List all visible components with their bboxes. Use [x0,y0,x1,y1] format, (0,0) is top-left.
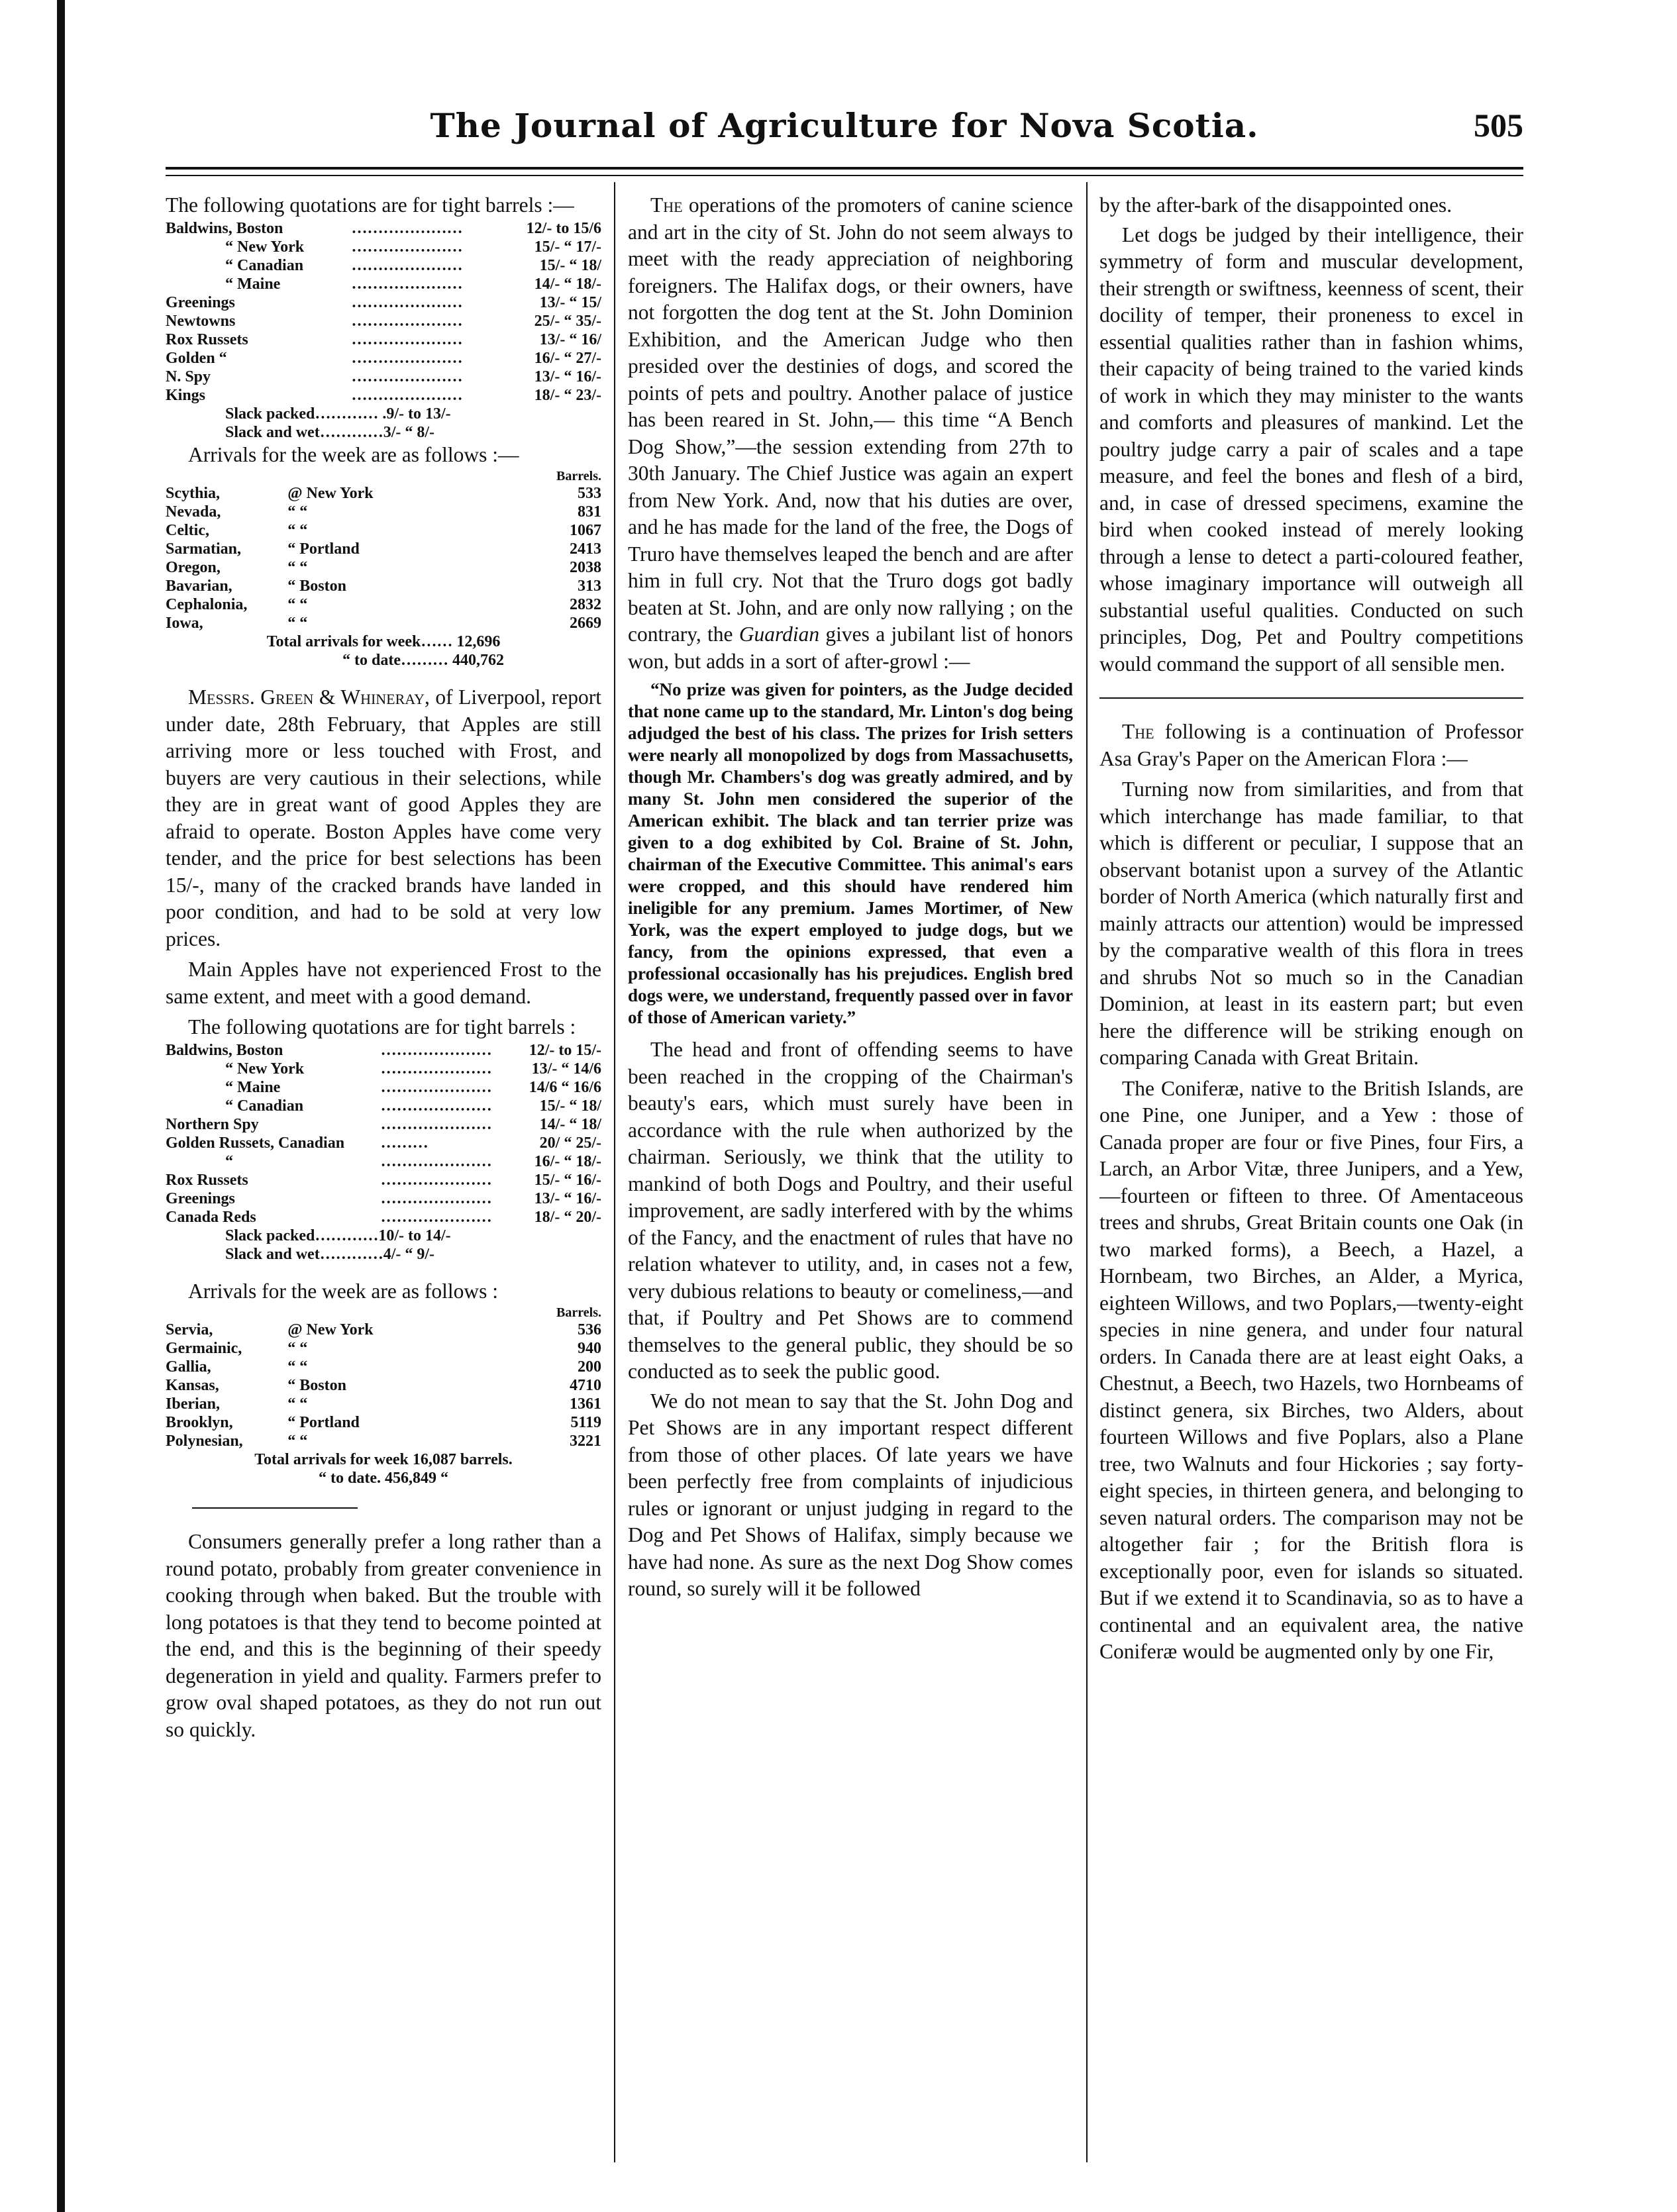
barrel-count: 536 [578,1321,601,1338]
journal-title: The Journal of Agriculture for Nova Scotia. [430,106,1259,145]
dot-leader: ………………… [351,275,463,293]
dot-leader: ………………… [380,1097,492,1115]
price-range: 14/6 “ 16/6 [529,1078,601,1096]
ship-name: Celtic, [166,522,209,539]
coniferae-paragraph: The Coniferæ, native to the British Islands, are one Pine, one Juniper, and a Yew : those of Canada proper are four or five Pines, four Firs, a Larch, an Arbor Vitæ, three Junipers, and a Yew, —fourteen or fifteen to three. Of Amentaceous trees and shrubs, Great Britain counts one Oak (in two marked forms), a Beech, a Hazel, a Hornbeam, two Birches, an Alder, a Myrica, eighteen Willows, and two Poplars,—twenty-eight species in nine genera, and under four natural orders. In Canada there are at least eight Oaks, a Chestnut, a Beech, two Hazels, two Hornbeams of distinct genera, six Birches, two Alders, about fourteen Willows and five Poplars, also a Plane tree, two Walnuts and four Hickories ; say forty-eight species, in thirteen genera, and belonging to seven natural orders. The comparison may not be altogether fair ; for the British flora is exceptionally poor, even for islands so situated. But if we extend it to Scandinavia, so as to have a continental and an equivalent area, the native Coniferæ would be augmented only by one Fir, [1099,1076,1523,1663]
maine-paragraph: Main Apples have not experienced Frost to the same extent, and meet with a good demand. [166,958,601,1008]
barrel-count: 831 [578,503,601,521]
arrival-row [166,503,601,521]
ship-name: Bavarian, [166,578,232,595]
dot-leader: ………………… [351,256,463,274]
column-3 [1099,192,1523,2166]
barrel-count: 1067 [570,522,601,539]
arrival-row [166,558,601,577]
price-range: 15/- “ 16/- [534,1171,601,1189]
apple-variety: “ [225,1152,233,1170]
price-range: 12/- to 15/- [529,1041,601,1059]
port-name: “ “ [287,1358,308,1376]
apple-variety: Rox Russets [166,1171,248,1189]
ship-name: Germainic, [166,1340,242,1357]
quotation-row [166,256,601,275]
arrival-row [166,1339,601,1358]
ship-name: Sarmatian, [166,540,241,558]
arrival-row [166,1413,601,1432]
price-range: 13/- “ 16/- [534,1189,601,1207]
arrivals-heading-2: Arrivals for the week are as follows : [188,1279,498,1303]
barrel-count: 1361 [570,1395,601,1413]
port-name: “ “ [287,596,308,613]
price-range: 13/- “ 15/ [539,293,601,311]
apple-variety: N. Spy [166,368,211,385]
dot-leader: ………………… [380,1041,492,1059]
port-name: “ “ [287,615,308,632]
price-range: 15/- “ 18/ [539,256,601,274]
quotation-row [166,219,601,238]
port-name: “ “ [287,522,308,539]
apple-variety: Kings [166,386,206,404]
price-range: 14/- “ 18/- [534,275,601,293]
dot-leader: ………………… [380,1115,492,1133]
barrel-count: 2413 [570,540,601,558]
arrival-row [166,595,601,614]
ship-name: Gallia, [166,1358,211,1376]
column-1 [166,192,601,2166]
port-name: “ Boston [287,1377,346,1394]
apple-variety: Golden Russets, Canadian [166,1134,345,1152]
quotation-row [166,1041,601,1060]
apple-variety: Greenings [166,1189,235,1207]
quotation-row [166,1134,601,1152]
guardian-quote: “No prize was given for pointers, as the Judge decided that none came up to the standard, Mr. Linton's dog being adjudged the best of his class. The prizes for Irish setters were nearly all monopolized by dogs from Massachusetts, though Mr. Chambers's dog was greatly admired, and by many St. John men considered the superior of the American exhibit. The black and tan terrier prize was given to a dog exhibited by Col. Braine of St. John, chairman of the Executive Committee. This animal's ears were cropped, and this should have rendered him ineligible for any premium. James Mortimer, of New York, was the expert employed to judge dogs, but we fancy, from the opinions expressed, that even a professional occasionally has his prejudices. English bred dogs were, we understand, frequently passed over in favor of those of American variety.” [628,679,1073,1027]
price-range: 15/- “ 17/- [534,238,601,256]
barrels-label: Barrels. [556,469,601,483]
ship-name: Brooklyn, [166,1414,233,1431]
port-name: “ “ [287,1340,308,1357]
quotation-row [166,1208,601,1227]
ship-name: Nevada, [166,503,221,521]
arrivals-heading: Arrivals for the week are as follows :— [188,442,519,466]
barrels-label: Barrels. [556,1305,601,1320]
quotation-row [166,275,601,293]
port-name: “ “ [287,1433,308,1450]
quotation-row [166,1189,601,1208]
total-date-2: “ to date. 456,849 “ [319,1470,448,1487]
section-rule [192,1507,358,1509]
quotation-row [166,1097,601,1115]
apple-variety: “ Canadian [225,1097,304,1115]
dot-leader: ………………… [351,368,463,385]
dog-show-text: operations of the promoters of canine science and art in the city of St. John do not seem always to meet with the ready appreciation of neighboring foreigners. The Halifax dogs, or their owners, have not forgotten the dog tent at the St. John Dominion Exhibition, and the American Judge who then presided over the destinies of dogs, and scored the points of pets and poultry. Another palace of justice has been reared in St. John,— this time “A Bench Dog Show,”—the session extending from 27th to 30th January. The Chief Justice was again an expert from New York. And, now that his duties are over, and he has made for the land of the free, the Dogs of Truro have themselves leaped the bench and are after him in full cry. Not that the Truro dogs got badly beaten at St. John, and are only now rallying ; on the contrary, the [628,193,1073,646]
dot-leader: ………………… [351,330,463,348]
quotation-row [166,1171,601,1189]
header-rule [166,167,1523,170]
dog-show-lead: The [650,193,683,217]
port-name: “ “ [287,559,308,576]
apple-variety: Canada Reds [166,1208,256,1226]
quotation-row [166,293,601,312]
halifax-paragraph: We do not mean to say that the St. John Dog and Pet Shows are in any important respect different from those of other places. Of late years we have been perfectly free from complaints of injudicious rules or ignorant or unjust judging in regard to the Dog and Pet Shows of Halifax, simply because we have had none. As sure as the next Dog Show comes round, so surely will it be followed [628,1389,1073,1600]
quotation-row [166,238,601,256]
gray-intro-paragraph [1099,719,1523,772]
header-rule-thin [166,175,1523,176]
dot-leader: ………………… [380,1060,492,1078]
dot-leader: ………………… [380,1152,492,1170]
quotation-row [166,349,601,368]
price-range: 16/- “ 27/- [534,349,601,367]
port-name: “ Portland [287,1414,360,1431]
slack-packed-line: Slack packed………… .9/- to 13/- [225,405,451,423]
price-range: 20/ “ 25/- [539,1134,601,1152]
gray-intro-text: following is a continuation of Professor Asa Gray's Paper on the American Flora :— [1099,720,1523,770]
dot-leader: ……… [380,1134,429,1152]
port-name: @ New York [287,1321,374,1338]
dot-leader: ………………… [380,1171,492,1189]
price-range: 18/- “ 23/- [534,386,601,404]
quotation-row [166,330,601,349]
apple-variety: Greenings [166,293,235,311]
ship-name: Iowa, [166,615,203,632]
apple-variety: “ Maine [225,275,281,293]
potato-paragraph: Consumers generally prefer a long rather than a round potato, probably from greater convenience in cooking through when baked. But the trouble with long potatoes is that they tend to become pointed at the end, and this is the beginning of their speedy degeneration in yield and quality. Farmers prefer to grow oval shaped potatoes, as they do not run out so quickly. [166,1530,601,1741]
barrel-count: 200 [578,1358,601,1376]
price-range: 16/- “ 18/- [534,1152,601,1170]
apple-variety: Golden “ [166,349,227,367]
dot-leader: ………………… [380,1078,492,1096]
apple-variety: Northern Spy [166,1115,259,1133]
arrival-row [166,521,601,540]
ship-name: Cephalonia, [166,596,248,613]
quotation-row [166,312,601,330]
price-range: 13/- “ 16/ [539,330,601,348]
barrel-count: 2669 [570,615,601,632]
price-range: 12/- to 15/6 [526,219,601,237]
quotations-intro-2: The following quotations are for tight barrels : [188,1015,576,1038]
messrs-paragraph [166,684,601,952]
arrival-row [166,1395,601,1413]
slack-packed-line: Slack packed…………10/- to 14/- [225,1227,451,1244]
price-range: 14/- “ 18/ [539,1115,601,1133]
ship-name: Kansas, [166,1377,219,1394]
arrival-row [166,1376,601,1395]
apple-variety: “ New York [225,1060,305,1078]
turning-paragraph: Turning now from similarities, and from that which interchange has made familiar, to that which is different or peculiar, I suppose that an observant botanist upon a survey of the Atlantic border of North America (which naturally first and mainly attracts our attention) would be impressed by the comparative wealth of this flora in trees and shrubs Not so much so in the Canadian Dominion, at least in its eastern part; but even here the difference will be striking enough on comparing Canada with Great Britain. [1099,778,1523,1069]
apple-variety: Rox Russets [166,330,248,348]
arrival-row [166,540,601,558]
barrel-count: 313 [578,578,601,595]
price-range: 13/- “ 14/6 [531,1060,601,1078]
price-range: 18/- “ 20/- [534,1208,601,1226]
messrs-lead: Messrs. Green & Whineray, [188,685,430,709]
ship-name: Scythia, [166,485,221,502]
port-name: “ Boston [287,578,346,595]
column-divider [1086,182,1088,2162]
dot-leader: ………………… [351,349,463,367]
quotation-row [166,1078,601,1097]
barrel-count: 3221 [570,1433,601,1450]
ship-name: Servia, [166,1321,213,1338]
dot-leader: ………………… [380,1189,492,1207]
slack-wet-line: Slack and wet…………4/- “ 9/- [225,1245,435,1263]
apple-variety: Baldwins, Boston [166,1041,283,1059]
quotations-table-2 [166,1041,601,1227]
gray-intro-lead: The [1122,720,1154,743]
dot-leader: ………………… [351,219,463,237]
arrival-row [166,1432,601,1450]
arrival-row [166,1321,601,1339]
quotation-row [166,386,601,405]
dot-leader: ………………… [380,1208,492,1226]
total-date: “ to date……… 440,762 [342,652,504,669]
dot-leader: ………………… [351,238,463,256]
guardian-title: Guardian [738,623,820,646]
apple-variety: “ Maine [225,1078,281,1096]
apple-variety: Baldwins, Boston [166,219,283,237]
column-divider [614,182,615,2162]
quotations-table-1 [166,219,601,405]
ship-name: Iberian, [166,1395,221,1413]
apple-variety: Newtowns [166,312,236,330]
page-number: 505 [1474,107,1523,144]
dog-show-paragraph [628,192,1073,675]
column-2 [628,192,1073,2166]
quotations-intro: The following quotations are for tight barrels :— [166,193,574,217]
apple-variety: “ New York [225,238,305,256]
quotation-row [166,1152,601,1171]
dog-show-text-end: gives a jubilant list of honors won, but adds in a sort of after-growl :— [628,623,1073,673]
page-binding-edge [57,0,65,2212]
messrs-text: of Liverpool, report under date, 28th February, that Apples are still arriving more or less touched with Frost, and buyers are very cautious in their selections, while they are in great want of good Apples they are afraid to operate. Boston Apples have come very tender, and the price for best selections has been 15/-, many of the cracked brands have landed in poor condition, and had to be sold at very low prices. [166,685,601,950]
port-name: “ “ [287,1395,308,1413]
total-week: Total arrivals for week…… 12,696 [266,633,501,650]
after-bark-paragraph: by the after-bark of the disappointed ones. [1099,193,1452,217]
port-name: “ Portland [287,540,360,558]
arrival-row [166,577,601,595]
section-rule [1099,697,1523,699]
price-range: 25/- “ 35/- [534,312,601,330]
price-range: 13/- “ 16/- [534,368,601,385]
quotation-row [166,1115,601,1134]
slack-wet-line: Slack and wet…………3/- “ 8/- [225,423,435,441]
barrel-count: 940 [578,1340,601,1357]
offending-paragraph: The head and front of offending seems to have been reached in the cropping of the Chairman's beauty's ears, which must surely have been in accordance with the rule when authorized by the chairman. Seriously, we think that the utility to mankind of both Dogs and Poultry, and their useful improvement, are sadly interfered with by the whims of the Fancy, and the enactment of rules that have no relation whatever to utility, and, in cases not a few, very dubious relations to beauty or comeliness,—and that, if Poultry and Pet Shows are to commend themselves to the general public, they should be so conducted as to seek the public good. [628,1038,1073,1383]
apple-variety: “ Canadian [225,256,304,274]
quotation-row [166,1060,601,1078]
barrel-count: 2832 [570,596,601,613]
port-name: “ “ [287,503,308,521]
arrivals-table-2 [166,1321,601,1450]
ship-name: Oregon, [166,559,221,576]
barrel-count: 4710 [570,1377,601,1394]
dot-leader: ………………… [351,312,463,330]
barrel-count: 2038 [570,559,601,576]
dot-leader: ………………… [351,293,463,311]
quotation-row [166,368,601,386]
arrival-row [166,1358,601,1376]
arrival-row [166,614,601,632]
ship-name: Polynesian, [166,1433,243,1450]
running-header [166,99,1523,159]
dot-leader: ………………… [351,386,463,404]
price-range: 15/- “ 18/ [539,1097,601,1115]
barrel-count: 533 [578,485,601,502]
arrival-row [166,484,601,503]
total-week-2: Total arrivals for week 16,087 barrels. [254,1451,513,1468]
barrel-count: 5119 [570,1414,601,1431]
port-name: @ New York [287,485,374,502]
arrivals-table-1 [166,484,601,632]
judging-paragraph: Let dogs be judged by their intelligence, their symmetry of form and muscular development, their strength or swiftness, keenness of scent, their docility of temper, their proneness to excel in essential qualities rather than in fashion whims, their capacity of being trained to the varied kinds of work in which they may minister to the wants and comforts and pleasures of mankind. Let the poultry judge carry a pair of scales and a tape measure, and feel the bones and flesh of a bird, and, in case of dressed specimens, examine the bird when cooked instead of merely looking through a lense to detect a parti-coloured feather, whose imaginary importance will outweigh all substantial useful qualities. Conducted on such principles, Dog, Pet and Poultry competitions would command the support of all sensible men. [1099,223,1523,676]
